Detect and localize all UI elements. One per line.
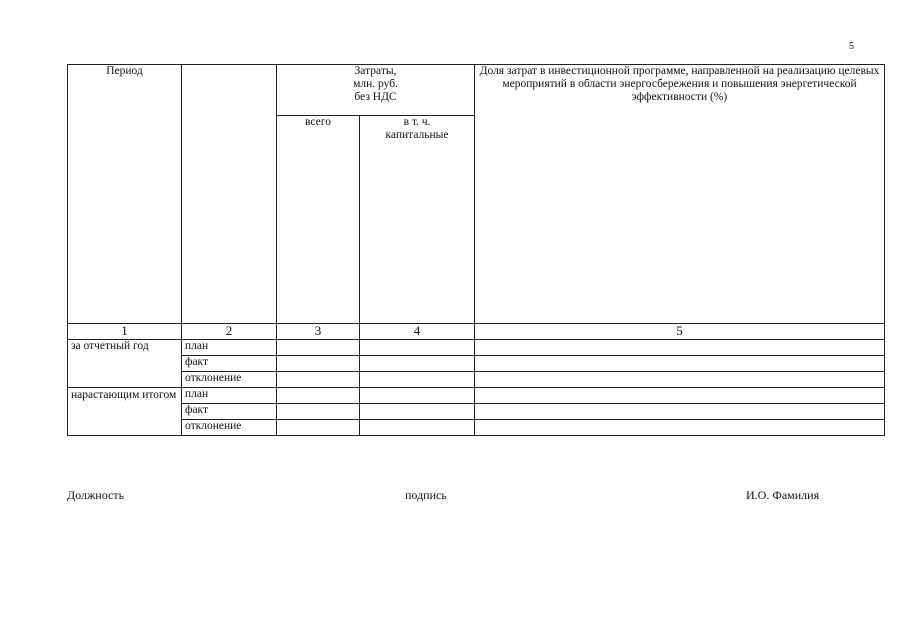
header-capital: в т. ч. капитальные — [360, 116, 475, 324]
cell-total — [277, 340, 360, 356]
cell-total — [277, 356, 360, 372]
column-number: 4 — [360, 324, 475, 340]
cell-total — [277, 404, 360, 420]
cell-share — [475, 388, 885, 404]
page-number: 5 — [849, 41, 854, 52]
row-type: отклонение — [182, 372, 277, 388]
cell-capital — [360, 356, 475, 372]
header-share: Доля затрат в инвестиционной программе, направленной на реализацию целевых мероприятий в области энергосбережения и повышения энергетической эффективности (%) — [475, 65, 885, 324]
cell-capital — [360, 420, 475, 436]
header-period: Период — [68, 65, 182, 324]
header-total: всего — [277, 116, 360, 324]
footer-signature-label: подпись — [405, 488, 447, 502]
table-row — [68, 404, 885, 420]
cell-total — [277, 388, 360, 404]
header-row-1 — [68, 65, 885, 116]
row-type: отклонение — [182, 420, 277, 436]
table-row — [68, 340, 885, 356]
table-row — [68, 388, 885, 404]
cell-capital — [360, 340, 475, 356]
footer-position-label: Должность — [67, 488, 125, 502]
report-table — [67, 64, 885, 436]
table-row — [68, 356, 885, 372]
row-type: план — [182, 388, 277, 404]
row-type: план — [182, 340, 277, 356]
cell-share — [475, 372, 885, 388]
cell-total — [277, 420, 360, 436]
row-type: факт — [182, 404, 277, 420]
cell-capital — [360, 372, 475, 388]
group-label: за отчетный год — [68, 340, 182, 388]
header-row-type — [182, 65, 277, 324]
cell-total — [277, 372, 360, 388]
column-number: 2 — [182, 324, 277, 340]
cell-share — [475, 356, 885, 372]
table-row — [68, 420, 885, 436]
column-number: 5 — [475, 324, 885, 340]
group-label: нарастающим итогом — [68, 388, 182, 436]
column-numbers-row — [68, 324, 885, 340]
cell-capital — [360, 404, 475, 420]
row-type: факт — [182, 356, 277, 372]
cell-share — [475, 404, 885, 420]
table-row — [68, 372, 885, 388]
footer-name-label: И.О. Фамилия — [746, 488, 820, 502]
cell-share — [475, 420, 885, 436]
cell-capital — [360, 388, 475, 404]
column-number: 1 — [68, 324, 182, 340]
column-number: 3 — [277, 324, 360, 340]
header-costs: Затраты, млн. руб. без НДС — [277, 65, 475, 116]
cell-share — [475, 340, 885, 356]
